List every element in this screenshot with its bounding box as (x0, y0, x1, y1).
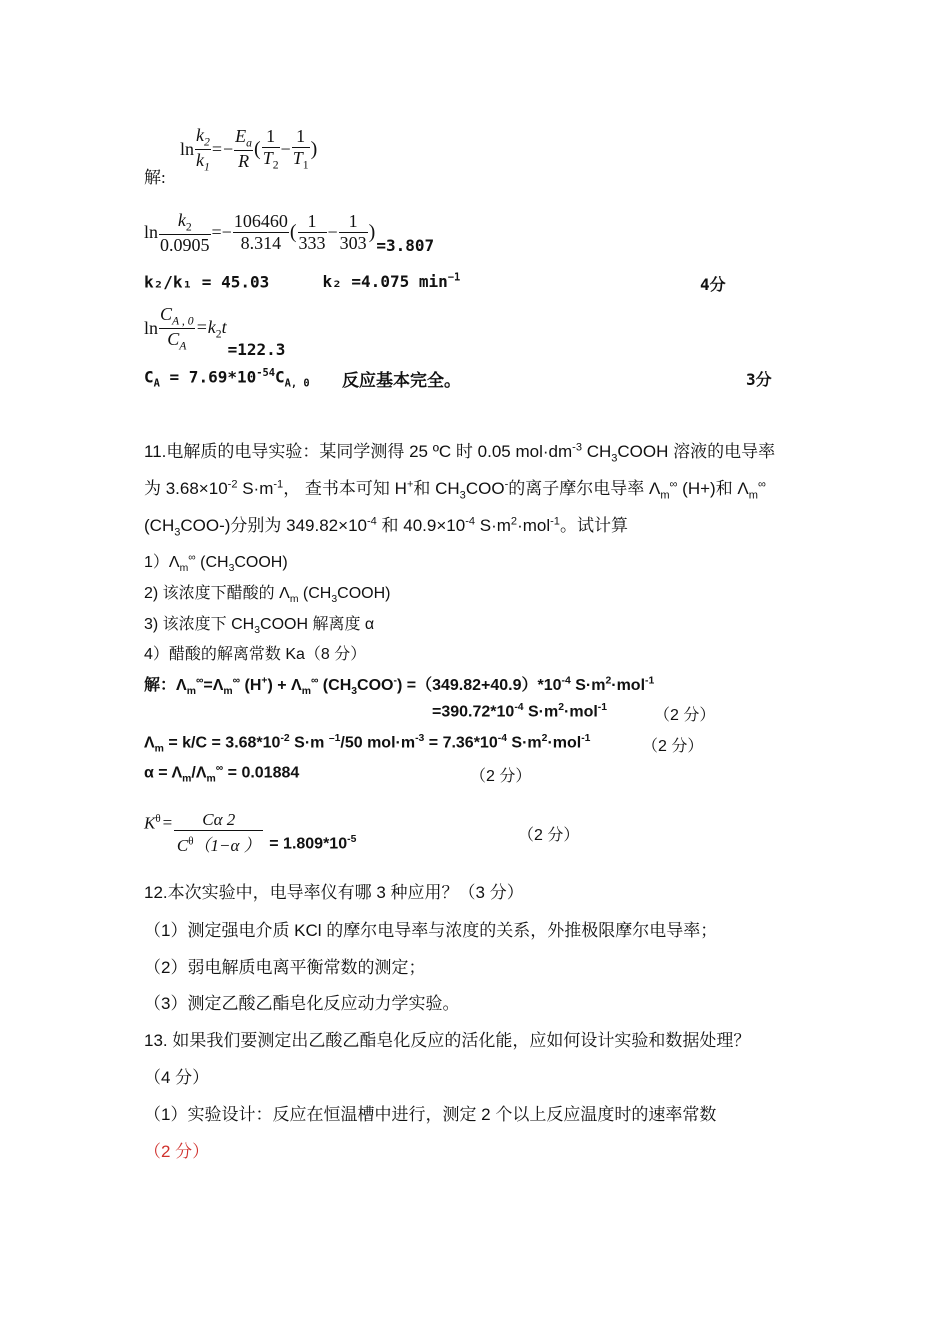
q13-title: 13. 如果我们要测定出乙酸乙酯皂化反应的活化能，应如何设计实验和数据处理？ (144, 1031, 751, 1050)
q12-item-2: （2）弱电解质电离平衡常数的测定； (144, 958, 426, 977)
q13-item-1-score: （2 分） (144, 1142, 210, 1161)
fraction-ea-r-value: $\frac{106460}{8.314}$ (233, 211, 288, 254)
q11-item-1: $1)\Lambda_m^\infty$ $(CH_3COOH)$ (144, 552, 288, 575)
fraction-1-t2: $\frac{1}{T_2}$ (262, 126, 279, 172)
q11-answer-line3: $\Lambda_m = k/C = 3.68*10^{-2}$ S·m $^{-1}$/50 $mol\cdot m^{-3} = 7.36*10^{-4}$ $S\cdot m^2\cdot mol^{-1}$ (144, 733, 591, 755)
score-ca: 3分 (746, 370, 772, 389)
q11-score-4: （2 分） (470, 768, 532, 785)
q13-item-1: （1）实验设计：反应在恒温槽中进行，测定 2 个以上反应温度时的速率常数 (144, 1105, 717, 1124)
q11-answer-line1: 解：$\Lambda_m^\infty=\Lambda_m^\infty$ $(H^+) + \Lambda_m^\infty$ $(CH_3COO^-) =(349.82+40.9)*10^{-4}$ $S\cdot m^2\cdot mol^{-1}$ (144, 675, 655, 698)
q11-item-3: 3) 该浓度下 $CH_3COOH$ 解离度 α (144, 616, 375, 637)
fraction-1-303: $\frac{1}{303}$ (339, 211, 367, 254)
q11-line2: 为 $3.68\times 10^{-2}$ $S\cdot m^{-1}$， 查书本可知 H+和 $CH_3COO^-$的离子摩尔电导率 $\Lambda_m^\infty$ (H+)和 $\Lambda_m^\infty$ (144, 478, 766, 502)
q11-line3: $(CH_3COO-)$分别为 $349.82\times 10^{-4}$ 和 $40.9\times 10^{-4}$ $S\cdot m^2\cdot mol^{-1}$。试计算 (144, 515, 628, 539)
q12-title: 12.本次实验中，电导率仪有哪 3 种应用？（3 分） (144, 883, 524, 902)
q11-score-2: （2 分） (654, 707, 716, 724)
q11-item-2: 2) 该浓度下醋酸的 $\Lambda_m$ $(CH_3COOH)$ (144, 585, 391, 606)
q11-score-5: （2 分） (518, 827, 580, 844)
q11-item-4: 4）醋酸的解离常数 Ka（8 分） (144, 646, 367, 663)
ka-result: = $1.809*10^{-5}$ (269, 834, 357, 853)
q12-item-3: （3）测定乙酸乙酯皂化反应动力学实验。 (144, 994, 460, 1013)
fraction-k2-value: $\frac{k_2}{0.0905}$ (160, 210, 210, 255)
q13-score: （4 分） (144, 1068, 210, 1087)
document-page: 解: ln $\frac{k_2}{k_1}$ = − $\frac{E_a}{R}$ ( $\frac{1}{T_2}$ − $\frac{1}{T_1}$ ) ln $\frac{k_2}{0.0905}$ =− $\frac{106460}{8.314}$ ( $\frac{1}{333}$ − $\frac{1}{303}$ ) =3.807 k₂/k₁ = 45.03 k₂ =4.075 $\min^{-1}$ 4分 ln $\frac{C_{A , 0}}{C_A}$ $=k_2t$ =122.3 $C_A = 7.69*10^{-54}C_{A, 0}$ 反应基本完全。 3分 11.电解质的电导实验：某同学测得 25 ºC 时 0.05 $mol\cdot dm^{-3}$ $CH_3COOH$ 溶液的电导率 为 $3.68\times 10^{-2}$ $S\cdot m^{-1}$， 查书本可知 H+和 $CH_3COO^-$的离子摩尔电导率 $\Lambda_m^\infty$ (H+)和 $\Lambda_m^\infty$ $(CH_3COO-)$分别为 $349.82\times 10^{-4}$ 和 $40.9\times 10^{-4}$ $S\cdot m^2\cdot mol^{-1}$。试计算 $1)\Lambda_m^\infty$ $(CH_3COOH)$ 2) 该浓度下醋酸的 $\Lambda_m$ $(CH_3COOH)$ 3) 该浓度下 $CH_3COOH$ 解离度 α 4）醋酸的解离常数 Ka（8 分） 解：$\Lambda_m^\infty=\Lambda_m^\infty$ $(H^+) + \Lambda_m^\infty$ $(CH_3COO^-) =(349.82+40.9)*10^{-4}$ $S\cdot m^2\cdot mol^{-1}$ $=390.72*10^{-4}$ $S\cdot m^2\cdot mol^{-1}$ （2 分） $\Lambda_m = k/C = 3.68*10^{-2}$ S·m $^{-1}$/50 $mol\cdot m^{-3} = 7.36*10^{-4}$ $S\cdot m^2\cdot mol^{-1}$ （2 分） $\alpha = \Lambda_m/\Lambda_m^\infty = 0.01884$ （2 分） $K^\theta$ = $\frac{C\alpha 2}{C^\theta(1-\alpha )}$ = $1.809*10^{-5}$ （2 分） 12.本次实验中，电导率仪有哪 3 种应用？（3 分） （1）测定强电介质 KCl 的摩尔电导率与浓度的关系，外推极限摩尔电导率； （2）弱电解质电离平衡常数的测定； （3）测定乙酸乙酯皂化反应动力学实验。 13. 如果我们要测定出乙酸乙酯皂化反应的活化能，应如何设计实验和数据处理？ （4 分） （1）实验设计：反应在恒温槽中进行，测定 2 个以上反应温度时的速率常数 （2 分） (144, 125, 776, 1161)
ratio-line: k₂/k₁ = 45.03 k₂ =4.075 $\min^{-1}$ (144, 272, 461, 292)
k2-value: k₂ =4.075 $\min^{-1}$ (322, 272, 461, 292)
solution-label: 解: (144, 168, 166, 187)
fraction-ea-r: $\frac{E_a}{R}$ (235, 126, 253, 171)
fraction-1-t1: $\frac{1}{T_1}$ (292, 126, 309, 172)
eq3-result: =122.3 (227, 340, 286, 359)
ln-operator: ln (180, 138, 195, 159)
fraction-1-333: $\frac{1}{333}$ (298, 211, 326, 254)
q11-score-3: （2 分） (642, 738, 704, 755)
equation-concentration: ln $\frac{C_{A , 0}}{C_A}$ $=k_2t$ =122.3 (144, 304, 286, 359)
q11-answer-line4: $\alpha = \Lambda_m/\Lambda_m^\infty = 0.01884$ (144, 763, 300, 785)
fraction-ca0-ca: $\frac{C_{A , 0}}{C_A}$ (160, 304, 194, 353)
ca-line: $C_A = 7.69*10^{-54}C_{A, 0}$ (144, 367, 310, 390)
conclusion-text: 反应基本完全。 (342, 371, 461, 390)
q12-item-1: （1）测定强电介质 KCl 的摩尔电导率与浓度的关系，外推极限摩尔电导率； (144, 921, 718, 940)
score-ratio: 4分 (700, 275, 726, 294)
equilibrium-constant-equation: $K^\theta$ = $\frac{C\alpha 2}{C^\theta(1-\alpha )}$ = $1.809*10^{-5}$ (144, 810, 357, 855)
q11-line1: 11.电解质的电导实验：某同学测得 25 ºC 时 0.05 $mol\cdot dm^{-3}$ $CH_3COOH$ 溶液的电导率 (144, 441, 776, 465)
eq2-result: =3.807 (376, 236, 435, 256)
q11-answer-line2: $=390.72*10^{-4}$ $S\cdot m^2\cdot mol^{-1}$ (432, 702, 608, 721)
fraction-c-alpha: $\frac{C\alpha 2}{C^\theta(1-\alpha )}$ (174, 810, 263, 856)
fraction-k2-k1: $\frac{k_2}{k_1}$ (196, 125, 210, 174)
equation-numeric: ln $\frac{k_2}{0.0905}$ =− $\frac{106460}{8.314}$ ( $\frac{1}{333}$ − $\frac{1}{303}$ ) =3.807 (144, 210, 435, 256)
